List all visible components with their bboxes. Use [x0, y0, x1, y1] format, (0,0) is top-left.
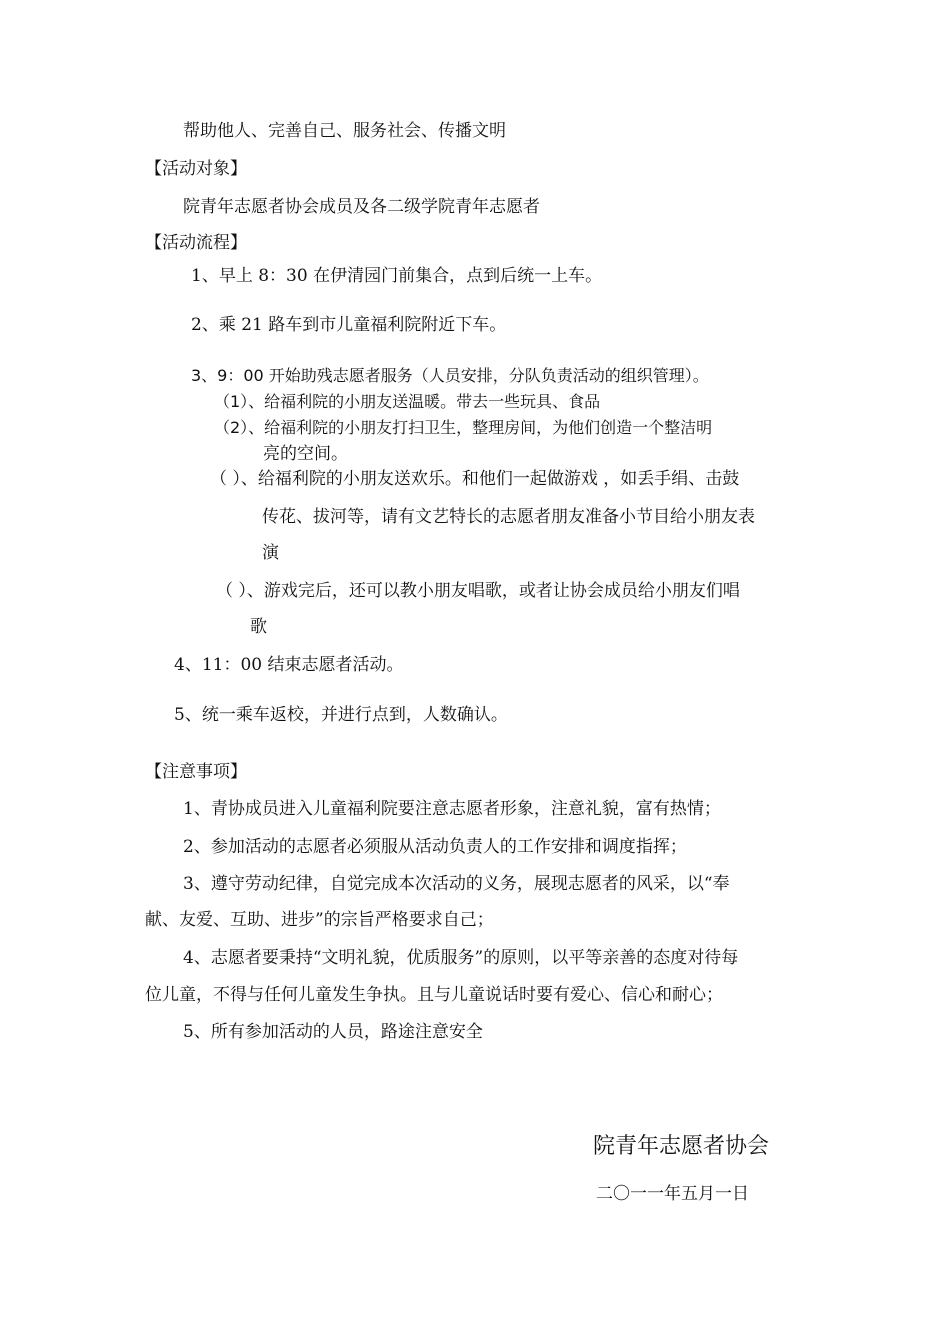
process-sub-item-3: （ ）、给福利院的小朋友送欢乐。和他们一起做游戏 ，如丢手绢、击鼓 — [210, 469, 740, 489]
section-heading-target: 【活动对象】 — [145, 159, 247, 179]
process-step-3: 3、9：00 开始助残志愿者服务（人员安排，分队负责活动的组织管理）。 — [191, 366, 709, 385]
note-3: 3、遵守劳动纪律，自觉完成本次活动的义务，展现志愿者的风采，以“奉 — [183, 874, 730, 894]
note-1: 1、青协成员进入儿童福利院要注意志愿者形象，注意礼貌，富有热情； — [183, 799, 721, 819]
note-4: 4、志愿者要秉持“文明礼貌，优质服务”的原则，以平等亲善的态度对待每 — [183, 948, 739, 968]
process-step-2: 2、乘 21 路车到市儿童福利院附近下车。 — [191, 315, 507, 335]
process-sub-item-4-cont: 歌 — [250, 617, 267, 637]
process-sub-item-4: （ ）、游戏完后，还可以教小朋友唱歌，或者让协会成员给小朋友们唱 — [216, 581, 740, 601]
note-4-cont: 位儿童，不得与任何儿童发生争执。且与儿童说话时要有爱心、信心和耐心； — [145, 985, 723, 1005]
motto-line: 帮助他人、完善自己、服务社会、传播文明 — [183, 121, 506, 141]
target-text: 院青年志愿者协会成员及各二级学院青年志愿者 — [183, 197, 540, 217]
process-step-1: 1、早上 8：30 在伊清园门前集合，点到后统一上车。 — [191, 266, 603, 286]
process-sub-item-1: （1）、给福利院的小朋友送温暖。带去一些玩具、食品 — [214, 392, 601, 411]
process-sub-item-2: （2）、给福利院的小朋友打扫卫生，整理房间，为他们创造一个整洁明 — [214, 418, 713, 437]
process-step-5: 5、统一乘车返校，并进行点到，人数确认。 — [174, 705, 508, 725]
process-sub-item-2-cont: 亮的空间。 — [263, 444, 348, 464]
process-step-4: 4、11：00 结束志愿者活动。 — [174, 655, 404, 675]
process-sub-item-3-cont2: 演 — [262, 543, 279, 563]
section-heading-process: 【活动流程】 — [145, 233, 247, 253]
section-heading-notes: 【注意事项】 — [145, 762, 247, 782]
process-sub-item-3-cont: 传花、拔河等，请有文艺特长的志愿者朋友准备小节目给小朋友表 — [262, 507, 755, 527]
note-5: 5、所有参加活动的人员，路途注意安全 — [183, 1022, 483, 1042]
signature-date: 二〇一一年五月一日 — [596, 1184, 749, 1204]
note-3-cont: 献、友爱、互助、进步”的宗旨严格要求自己； — [145, 910, 494, 930]
signature-org: 院青年志愿者协会 — [593, 1134, 770, 1159]
note-2: 2、参加活动的志愿者必须服从活动负责人的工作安排和调度指挥； — [183, 837, 687, 857]
